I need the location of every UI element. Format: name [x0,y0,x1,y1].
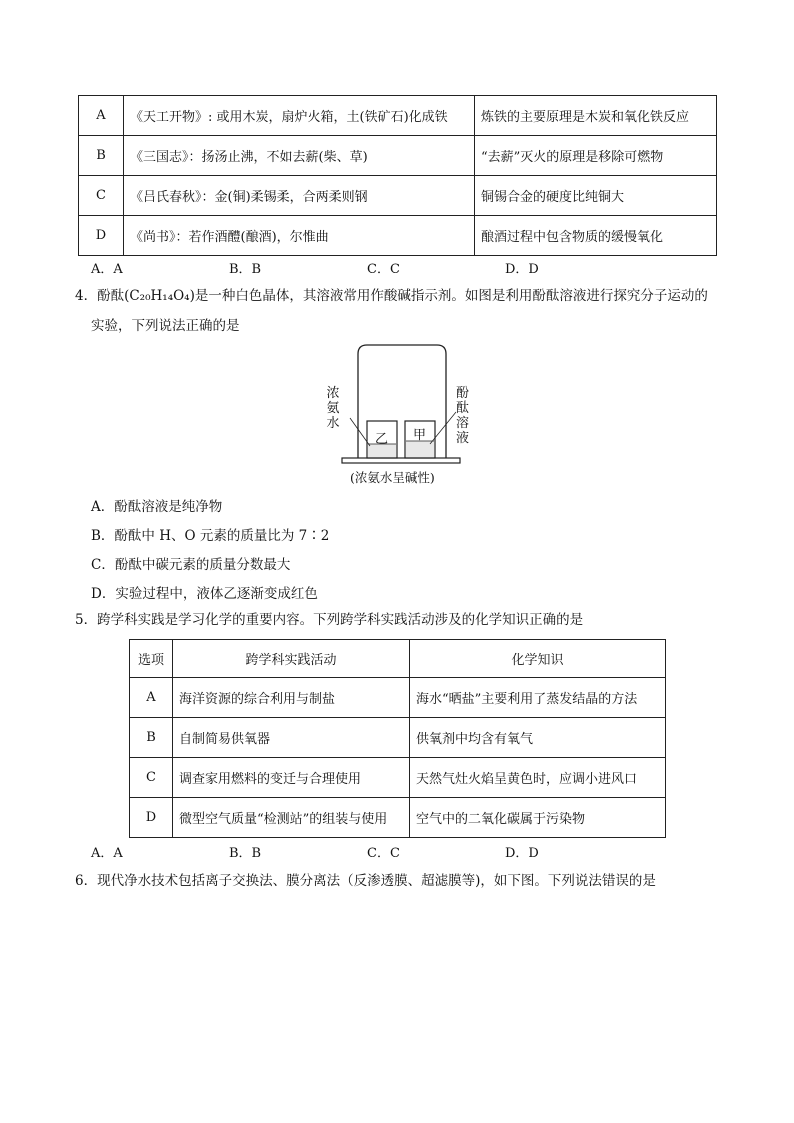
choice-b[interactable]: B．B [229,846,262,861]
knowledge-cell: 炼铁的主要原理是木炭和氧化铁反应 [475,96,717,136]
figure-caption: (浓氨水呈碱性) [350,470,435,485]
activity-cell: 自制简易供氧器 [173,718,410,758]
q6-stem: 6．现代净水技术包括离子交换法、膜分离法（反渗透膜、超滤膜等)，如下图。下列说法错误的是 [75,873,656,889]
choice-a[interactable]: A．A [91,262,123,277]
table-row [79,176,717,216]
q4-option-a[interactable]: A．酚酞溶液是纯净物 [91,499,223,515]
option-letter: D [130,798,173,838]
label-line: 溶液 [456,416,470,446]
choice-c[interactable]: C．C [367,262,400,277]
choice-a[interactable]: A．A [91,846,123,861]
option-letter: C [130,758,173,798]
table-header-row [130,640,666,678]
choice-d[interactable]: D．D [505,846,539,861]
table-row [79,216,717,256]
phenolphthalein-label [456,386,480,446]
activity-cell: 调查家用燃料的变迁与合理使用 [173,758,410,798]
header-activity: 跨学科实践活动 [173,640,410,678]
option-letter: A [79,96,124,136]
option-letter: B [79,136,124,176]
q4-stem-line2: 实验，下列说法正确的是 [91,318,240,334]
label-char: 浓 [326,386,340,401]
q5-stem: 5．跨学科实践是学习化学的重要内容。下列跨学科实践活动涉及的化学知识正确的是 [75,612,584,628]
experiment-figure [320,342,480,488]
q4-option-b[interactable]: B．酚酞中 H、O 元素的质量比为 7∶2 [91,528,330,544]
source-cell: 《吕氏春秋》：金(铜)柔锡柔，合两柔则钢 [124,176,475,216]
q5-answer-choices [91,842,539,861]
choice-d[interactable]: D．D [505,262,539,277]
beaker-yi-label: 乙 [375,432,389,447]
q3-answer-choices [91,258,539,277]
table-row [130,678,666,718]
header-option: 选项 [130,640,173,678]
activity-cell: 微型空气质量“检测站”的组装与使用 [173,798,410,838]
ammonia-label [325,386,341,431]
table-row [79,136,717,176]
table-row [130,798,666,838]
knowledge-cell: 海水“晒盐”主要利用了蒸发结晶的方法 [410,678,666,718]
q3-table [78,95,717,256]
label-char: 氨 [326,401,340,416]
choice-c[interactable]: C．C [367,846,400,861]
knowledge-cell: “去薪”灭火的原理是移除可燃物 [475,136,717,176]
header-knowledge: 化学知识 [410,640,666,678]
knowledge-cell: 铜锡合金的硬度比纯铜大 [475,176,717,216]
table-row [130,718,666,758]
source-cell: 《尚书》：若作酒醴(酿酒)，尔惟曲 [124,216,475,256]
label-line: 酚酞 [456,386,470,416]
option-letter: C [79,176,124,216]
q5-table [129,639,666,838]
q4-option-c[interactable]: C．酚酞中碳元素的质量分数最大 [91,557,291,573]
q4-option-d[interactable]: D．实验过程中，液体乙逐渐变成红色 [91,586,318,602]
label-char: 水 [326,416,340,431]
knowledge-cell: 酿酒过程中包含物质的缓慢氧化 [475,216,717,256]
option-letter: B [130,718,173,758]
knowledge-cell: 供氧剂中均含有氧气 [410,718,666,758]
option-letter: A [130,678,173,718]
q4-stem-line1: 4．酚酞(C₂₀H₁₄O₄)是一种白色晶体，其溶液常用作酸碱指示剂。如图是利用酚酞溶液进行探究分子运动的 [75,288,708,304]
choice-b[interactable]: B．B [229,262,262,277]
table-row [79,96,717,136]
knowledge-cell: 天然气灶火焰呈黄色时，应调小进风口 [410,758,666,798]
activity-cell: 海洋资源的综合利用与制盐 [173,678,410,718]
table-row [130,758,666,798]
knowledge-cell: 空气中的二氧化碳属于污染物 [410,798,666,838]
option-letter: D [79,216,124,256]
beaker-jia-label: 甲 [413,428,427,443]
source-cell: 《三国志》：扬汤止沸，不如去薪(柴、草) [124,136,475,176]
source-cell: 《天工开物》: 或用木炭，扇炉火箱，土(铁矿石)化成铁 [124,96,475,136]
